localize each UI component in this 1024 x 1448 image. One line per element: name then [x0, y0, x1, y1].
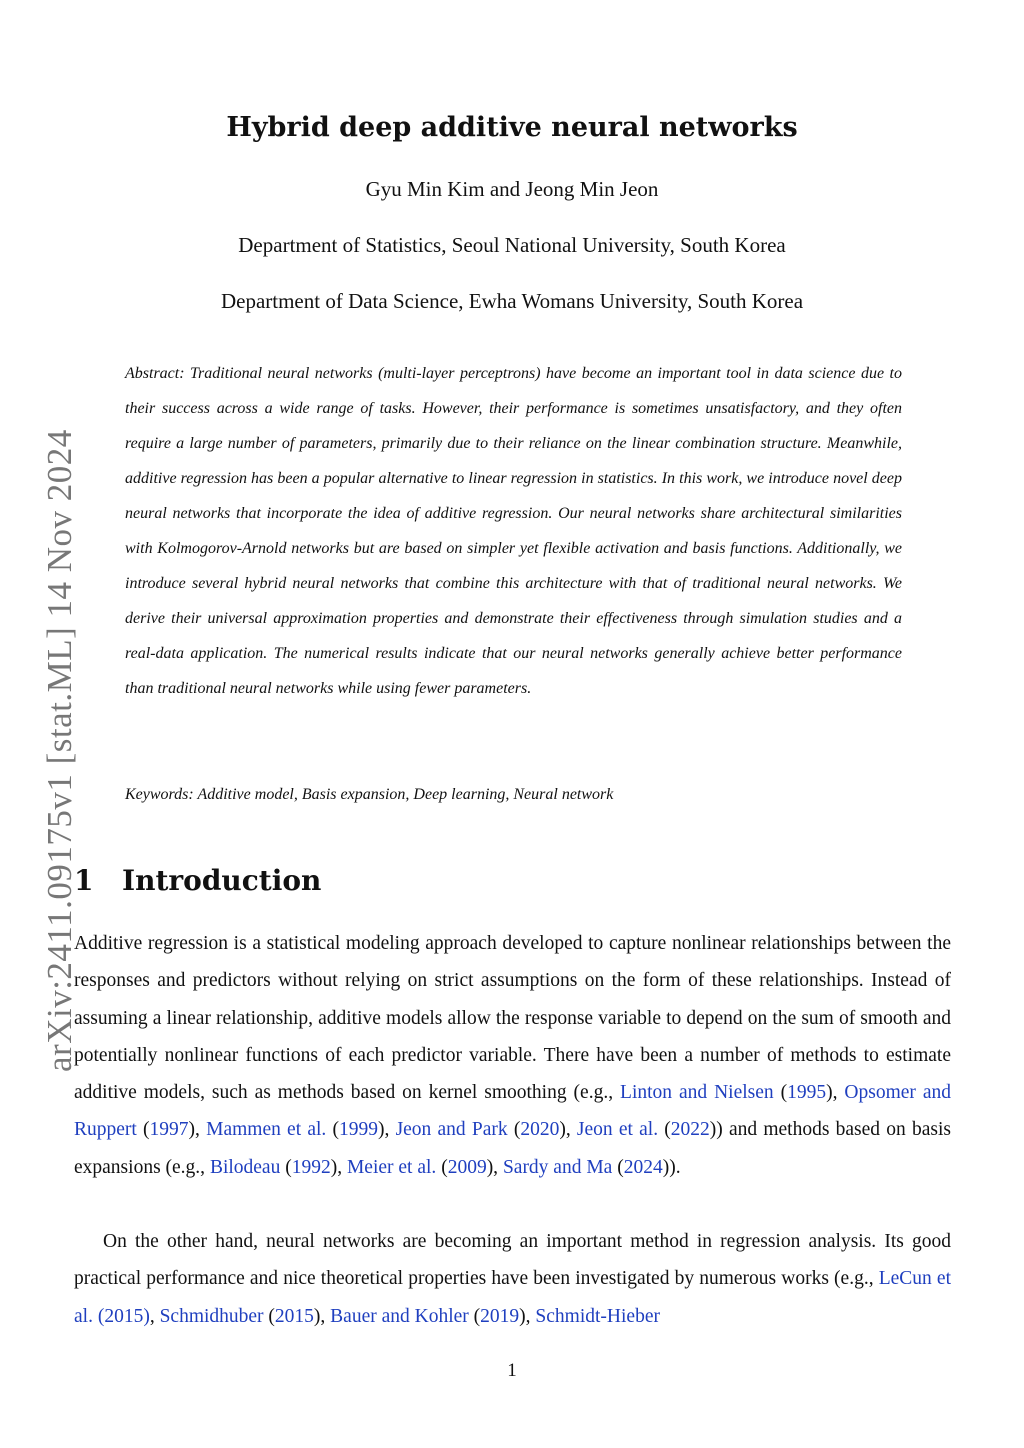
- citation-link[interactable]: Schmidt-Hieber: [535, 1305, 660, 1327]
- page-number: 1: [507, 1360, 517, 1381]
- para1-mid: ) and methods based on basis expansions (e.g.,: [74, 1119, 951, 1178]
- citation-year-link[interactable]: 2022: [670, 1119, 710, 1141]
- section-title: Introduction: [122, 864, 322, 897]
- arxiv-stamp: arXiv:2411.09175v1 [stat.ML] 14 Nov 2024: [40, 429, 79, 1072]
- citation-year-link[interactable]: 1992: [291, 1156, 331, 1178]
- citation-year-link[interactable]: 1995: [787, 1082, 827, 1104]
- citation-year-link[interactable]: 2015: [274, 1305, 314, 1327]
- paragraph-1: Additive regression is a statistical modeling approach developed to capture nonlinear relationships between the responses and predictors without relying on strict assumptions on the form of these relationships. Instead of assuming a linear relationship, additive models allow the response variable to depend on the sum of smooth and potentially nonlinear functions of each predictor variable. There have been a number of methods to estimate additive models, such as methods based on kernel smoothing (e.g., Linton and Nielsen (1995), Opsomer and Ruppert (1997), Mammen et al. (1999), Jeon and Park (2020), Jeon et al. (2022)) and methods based on basis expansions (e.g., Bilodeau (1992), Meier et al. (2009), Sardy and Ma (2024)).: [74, 933, 952, 1178]
- citation-year-link[interactable]: 1999: [338, 1119, 378, 1141]
- citation-link[interactable]: Sardy and Ma: [502, 1156, 613, 1178]
- citation-year-link[interactable]: 1997: [149, 1119, 189, 1141]
- affiliation-2: Department of Data Science, Ewha Womans University, South Korea: [220, 289, 804, 313]
- citation-link[interactable]: Bilodeau: [209, 1156, 281, 1178]
- para1-end: )).: [662, 1156, 681, 1178]
- para2-intro: On the other hand, neural networks are becoming an important method in regression analysis. Its good practical performance and nice theoretical properties have been investigated by numerous works (e.g.,: [74, 1231, 951, 1290]
- paragraph-2: On the other hand, neural networks are becoming an important method in regression analysis. Its good practical performance and nice theoretical properties have been investigated by numerous works (e.g., LeCun et al. (2015), Schmidhuber (2015), Bauer and Kohler (2019), Schmidt-Hieber: [74, 1231, 951, 1327]
- paper-title: Hybrid deep additive neural networks: [226, 112, 798, 143]
- citation-link[interactable]: Jeon and Park: [395, 1119, 508, 1141]
- para1-intro: Additive regression is a statistical modeling approach developed to capture nonlinear relationships between the responses and predictors without relying on strict assumptions on the form of these relationships. Instead of assuming a linear relationship, additive models allow the response variable to depend on the sum of smooth and potentially nonlinear functions of each predictor variable. There have been a number of methods to estimate additive models, such as methods based on kernel smoothing (e.g.,: [74, 933, 951, 1104]
- citation-link[interactable]: Linton and Nielsen: [620, 1082, 774, 1104]
- citation-link[interactable]: Jeon et al.: [576, 1119, 659, 1141]
- abstract: Abstract: Traditional neural networks (multi-layer perceptrons) have become an important tool in data science due to their success across a wide range of tasks. However, their performance is sometimes unsatisfactory, and they often require a large number of parameters, primarily due to their reliance on the linear combination structure. Meanwhile, additive regression has been a popular alternative to linear regression in statistics. In this work, we introduce novel deep neural networks that incorporate the idea of additive regression. Our neural networks share architectural similarities with Kolmogorov-Arnold networks but are based on simpler yet flexible activation and basis functions. Additionally, we introduce several hybrid neural networks that combine this architecture with that of traditional neural networks. We derive their universal approximation properties and demonstrate their effectiveness through simulation studies and a real-data application. The numerical results indicate that our neural networks generally achieve better performance than traditional neural networks while using fewer parameters.: [125, 365, 902, 697]
- citation-link[interactable]: Meier et al.: [346, 1156, 437, 1178]
- citation-year-link[interactable]: 2024: [623, 1156, 663, 1178]
- citation-year-link[interactable]: 2019: [480, 1305, 520, 1327]
- citation-year-link[interactable]: 2020: [520, 1119, 560, 1141]
- authors: Gyu Min Kim and Jeong Min Jeon: [365, 177, 659, 201]
- keywords: Keywords: Additive model, Basis expansion, Deep learning, Neural network: [125, 786, 614, 803]
- citation-year-link[interactable]: 2009: [447, 1156, 487, 1178]
- affiliation-1: Department of Statistics, Seoul National University, South Korea: [238, 233, 786, 257]
- section-heading: [74, 864, 321, 897]
- citation-link[interactable]: Mammen et al.: [206, 1119, 327, 1141]
- citation-link[interactable]: LeCun et al. (2015): [74, 1268, 951, 1327]
- citation-link[interactable]: Opsomer and Ruppert: [74, 1082, 952, 1141]
- citation-link[interactable]: Bauer and Kohler: [330, 1305, 469, 1327]
- section-number: 1: [74, 864, 94, 897]
- citation-link[interactable]: Schmidhuber: [159, 1305, 264, 1327]
